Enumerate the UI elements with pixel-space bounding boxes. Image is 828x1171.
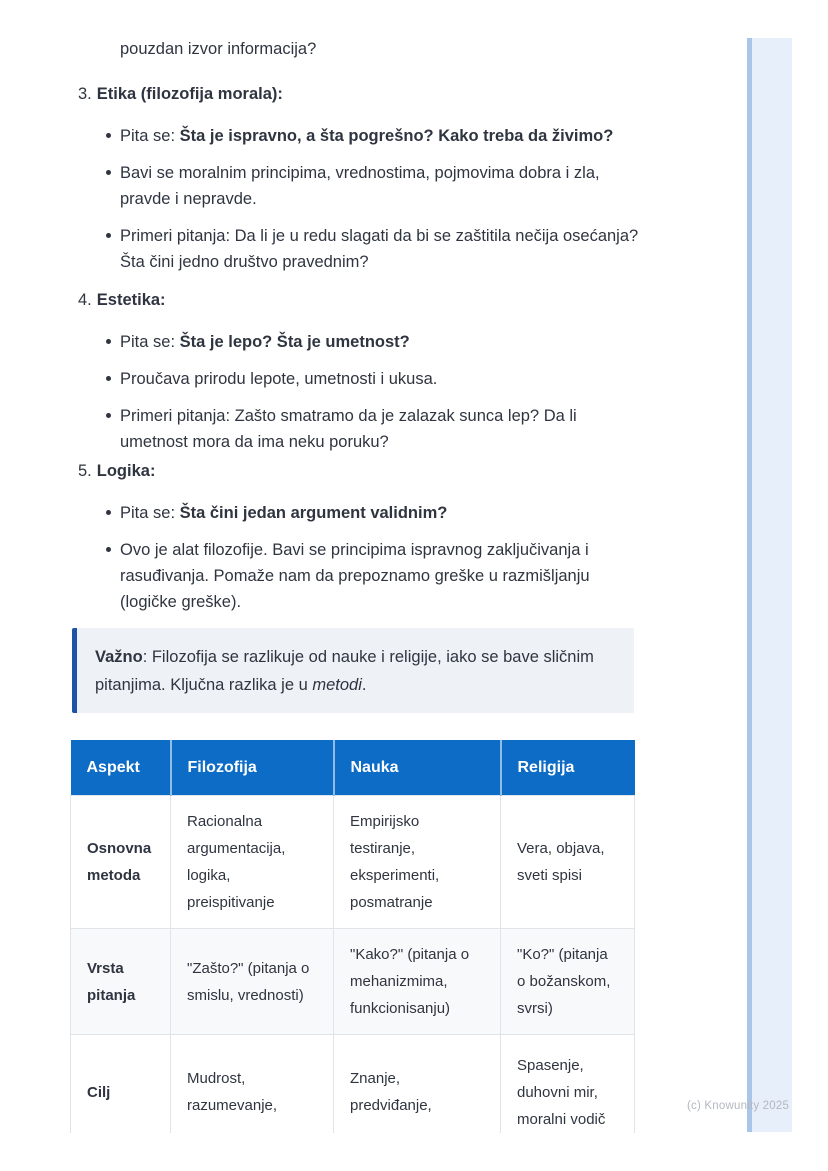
bullet-text: Pita se: — [120, 504, 180, 522]
column-header-aspekt: Aspekt — [71, 740, 171, 796]
callout-body: : Filozofija se razlikuje od nauke i religije, iako se bave sličnim pitanjima. Ključna razlika je u — [95, 648, 594, 694]
bullet-text: Bavi se moralnim principima, vrednostima, pojmovima dobra i zla, pravde i nepravde. — [120, 164, 600, 208]
bullet-text: Pita se: — [120, 333, 180, 351]
bullet-item — [120, 537, 642, 615]
section-estetika — [70, 287, 642, 466]
row-label: Cilj — [71, 1035, 171, 1134]
bullet-text: Primeri pitanja: Da li je u redu slagati da bi se zaštitila nečija osećanja? Šta čini jedno društvo pravednim? — [120, 227, 639, 271]
table-cell: Racionalna argumentacija, logika, preispitivanje — [171, 796, 334, 929]
section-number: 3. — [78, 85, 92, 103]
table-cell: Empirijsko testiranje, eksperimenti, posmatranje — [334, 796, 501, 929]
bullet-item — [120, 500, 642, 526]
section-heading — [70, 81, 642, 107]
section-title: Estetika: — [96, 291, 166, 309]
table-cell: "Kako?" (pitanja o mehanizmima, funkcionisanju) — [334, 929, 501, 1035]
row-label: Osnovna metoda — [71, 796, 171, 929]
bullet-item — [120, 160, 642, 212]
section-etika — [70, 81, 642, 286]
bullet-item — [120, 123, 642, 149]
column-header-nauka: Nauka — [334, 740, 501, 796]
table-row-vrsta-pitanja — [71, 929, 635, 1035]
page-edge-band-line — [747, 38, 752, 1132]
section-number: 4. — [78, 291, 92, 309]
section-number: 5. — [78, 462, 92, 480]
continuation-line: pouzdan izvor informacija? — [120, 40, 317, 58]
bullet-list — [70, 500, 642, 615]
table-header-row — [71, 740, 635, 796]
section-logika — [70, 458, 642, 626]
section-heading — [70, 458, 642, 484]
callout-label: Važno — [95, 648, 143, 666]
bullet-item — [120, 366, 642, 392]
table-cell: "Ko?" (pitanja o božanskom, svrsi) — [501, 929, 635, 1035]
table-cell: Znanje, predviđanje, — [334, 1035, 501, 1134]
bullet-bold-text: Šta je ispravno, a šta pogrešno? Kako treba da živimo? — [179, 127, 614, 145]
important-callout — [72, 628, 634, 713]
comparison-table — [70, 740, 635, 1133]
callout-italic-word: metodi — [312, 676, 362, 694]
callout-suffix: . — [361, 676, 367, 694]
table-cell: Vera, objava, sveti spisi — [501, 796, 635, 929]
bullet-list — [70, 329, 642, 455]
section-title: Etika (filozofija morala): — [96, 85, 283, 103]
callout-text — [95, 643, 610, 699]
table-cell: Spasenje, duhovni mir, moralni vodič — [501, 1035, 635, 1134]
bullet-text: Ovo je alat filozofije. Bavi se principima ispravnog zaključivanja i rasuđivanja. Pomaže nam da prepoznamo greške u razmišljanju (logičke greške). — [120, 541, 590, 611]
bullet-text: Proučava prirodu lepote, umetnosti i ukusa. — [120, 370, 438, 388]
bullet-bold-text: Šta je lepo? Šta je umetnost? — [179, 333, 410, 351]
column-header-filozofija: Filozofija — [171, 740, 334, 796]
section-heading — [70, 287, 642, 313]
table-cell: Mudrost, razumevanje, — [171, 1035, 334, 1134]
bullet-item — [120, 403, 642, 455]
section-title: Logika: — [96, 462, 156, 480]
bullet-item — [120, 329, 642, 355]
table-row-cilj — [71, 1035, 635, 1134]
column-header-religija: Religija — [501, 740, 635, 796]
row-label: Vrsta pitanja — [71, 929, 171, 1035]
table-row-osnovna-metoda — [71, 796, 635, 929]
bullet-text: Primeri pitanja: Zašto smatramo da je zalazak sunca lep? Da li umetnost mora da ima neku poruku? — [120, 407, 577, 451]
page-edge-band — [752, 38, 792, 1132]
bullet-bold-text: Šta čini jedan argument validnim? — [179, 504, 448, 522]
bullet-item — [120, 223, 642, 275]
table-cell: "Zašto?" (pitanja o smislu, vrednosti) — [171, 929, 334, 1035]
bullet-list — [70, 123, 642, 275]
bullet-text: Pita se: — [120, 127, 180, 145]
copyright-watermark: (c) Knowunity 2025 — [687, 1100, 790, 1112]
